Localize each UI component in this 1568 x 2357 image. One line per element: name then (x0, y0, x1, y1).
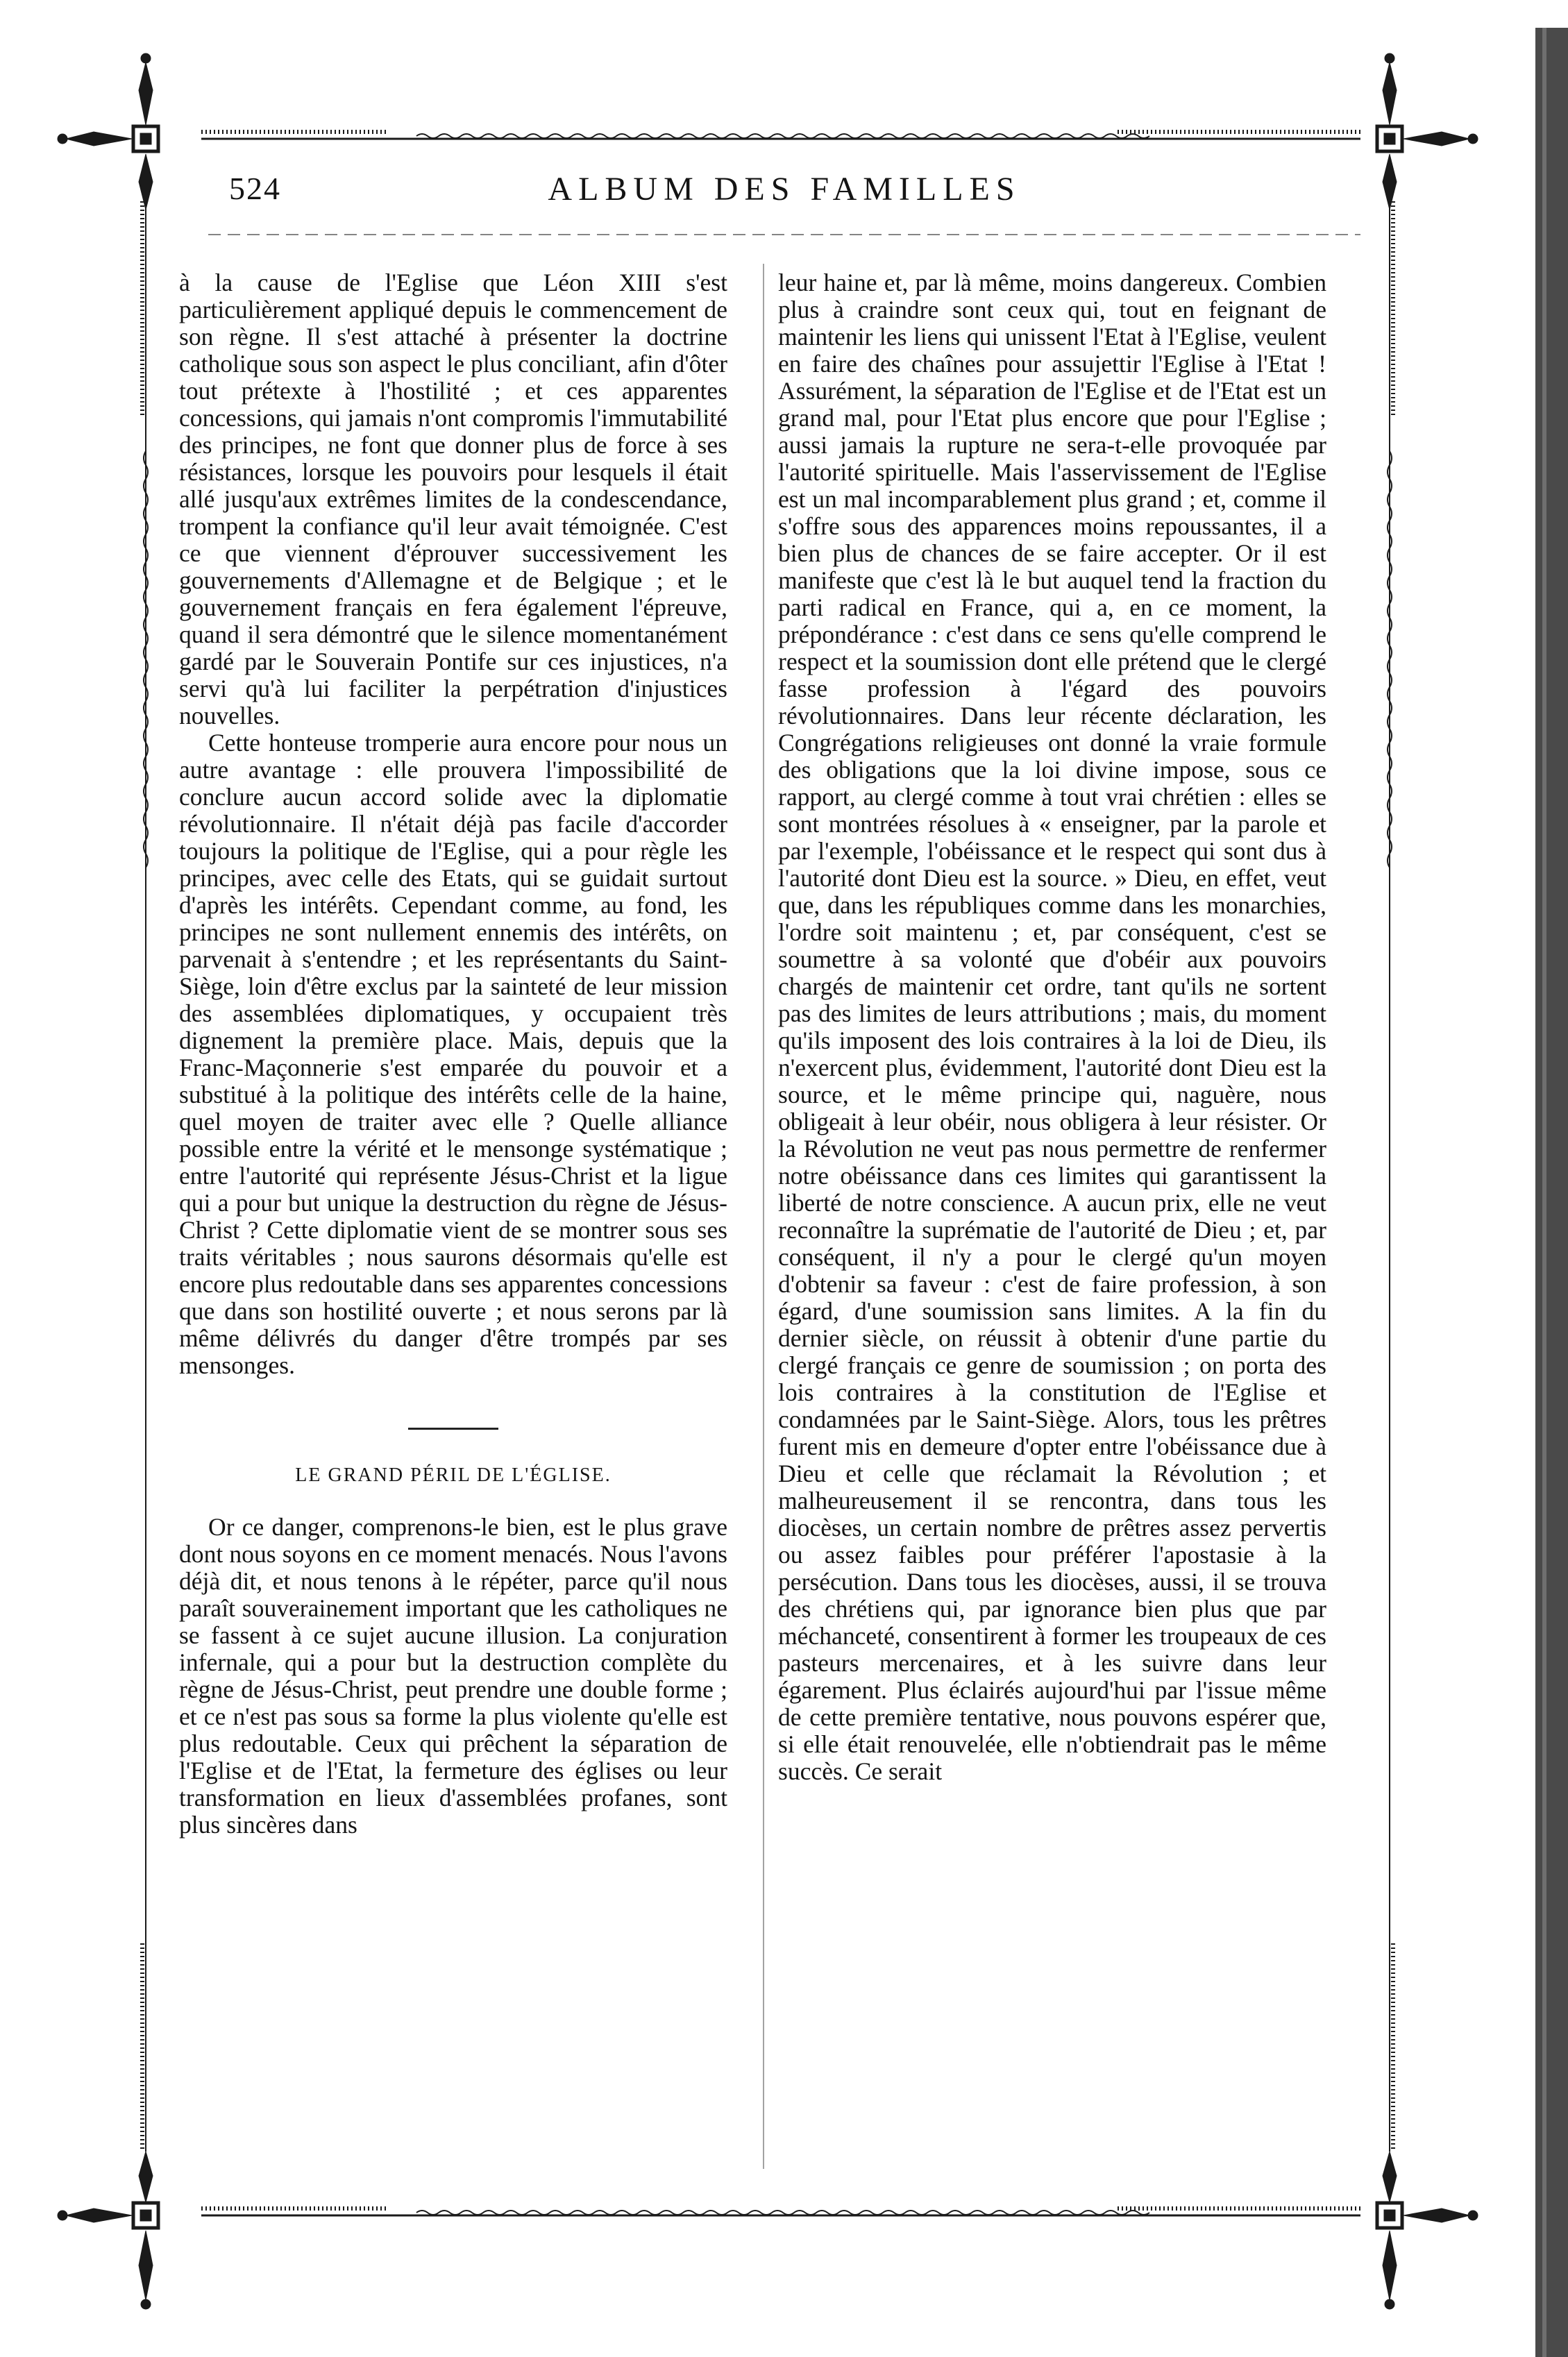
page-edge-shadow (1535, 28, 1568, 2357)
left-column (179, 269, 727, 2163)
top-border (201, 132, 1360, 139)
column-divider (763, 264, 764, 2169)
corner-ornament-top-right (1377, 53, 1478, 210)
page-header (229, 170, 1340, 226)
paragraph: Or ce danger, comprenons-le bien, est le plus grave dont nous soyons en ce moment menacés. Nous l'avons déjà dit, et nous tenons à le répéter, parce qu'il nous paraît souverainement important que les catholiques ne se fassent à ce sujet aucune illusion. La conjuration infernale, qui a pour but la destruction complète du règne de Jésus-Christ, peut prendre une double forme ; et ce n'est pas sous sa forme la plus violente qu'elle est plus redoutable. Ceux qui prêchent la séparation de l'Eglise et de l'Etat, la fermeture des églises ou leur transformation en lieux d'assemblées profanes, sont plus sincères dans (179, 1513, 727, 1839)
corner-ornament-top-left (58, 53, 158, 210)
page-number: 524 (229, 171, 281, 206)
corner-ornament-bottom-left (58, 2152, 158, 2309)
section-separator (408, 1428, 498, 1430)
right-border (1388, 201, 1393, 2152)
paragraph: Cette honteuse tromperie aura encore pour nous un autre avantage : elle prouvera l'impossibilité de conclure aucun accord solide avec la diplomatie révolutionnaire. Il n'était déjà pas facile d'accorder toujours la politique de l'Eglise, qui a pour règle les principes, avec celle des Etats, qui se guidait surtout d'après les intérêts. Cependant comme, au fond, les principes ne sont nullement ennemis des intérêts, on parvenait à s'entendre ; et les représentants du Saint-Siège, loin d'être exclus par la sainteté de leur mission des assemblées diplomatiques, y occupaient très dignement la première place. Mais, depuis que la Franc-Maçonnerie s'est emparée du pouvoir et a substitué à la politique des intérêts celle de la haine, quel moyen de traiter avec elle ? Quelle alliance possible entre la vérité et le mensonge systématique ; entre l'autorité qui représente Jésus-Christ et la ligue qui a pour but unique la destruction du règne de Jésus-Christ ? Cette diplomatie vient de se montrer sous ses traits véritables ; nous saurons désormais qu'elle est encore plus redoutable dans ses apparentes concessions que dans son hostilité ouverte ; et nous serons par là même délivrés du danger d'être trompés par ses mensonges. (179, 729, 727, 1379)
running-title: ALBUM DES FAMILLES (548, 171, 1021, 208)
page-edge-highlight (1542, 28, 1546, 2357)
paragraph: à la cause de l'Eglise que Léon XIII s'est particulièrement appliqué depuis le commencement de son règne. Il s'est attaché à présenter la doctrine catholique sous son aspect le plus conciliant, afin d'ôter tout prétexte à l'hostilité ; et ces apparentes concessions, qui jamais n'ont compromis l'immutabilité des principes, ne font que donner plus de force à ses résistances, lorsque les pouvoirs pour lesquels il était allé jusqu'aux extrêmes limites de la condescendance, trompent la confiance qu'il leur avait témoignée. C'est ce que viennent d'éprouver successivement les gouvernements d'Allemagne et de Belgique ; et le gouvernement français en fera également l'épreuve, quand il sera démontré que le silence momentanément gardé par le Souverain Pontife sur ces injustices, n'a servi qu'à lui faciliter la perpétration d'injustices nouvelles. (179, 269, 727, 729)
paragraph: leur haine et, par là même, moins dangereux. Combien plus à craindre sont ceux qui, tout en feignant de maintenir les liens qui unissent l'Etat à l'Eglise, veulent en faire des chaînes pour assujettir l'Eglise à l'Etat ! Assurément, la séparation de l'Eglise et de l'Etat est un grand mal, pour l'Etat plus encore que pour l'Eglise ; aussi jamais la rupture ne sera-t-elle provoquée par l'autorité spirituelle. Mais l'asservissement de l'Eglise est un mal incomparablement plus grand ; et, comme il s'offre sous des apparences moins repoussantes, il a bien plus de chances de se faire accepter. Or il est manifeste que c'est là le but auquel tend la fraction du parti radical en France, qui a, en ce moment, la prépondérance : c'est dans ce sens qu'elle comprend le respect et la soumission dont elle prétend que le clergé fasse profession à l'égard des pouvoirs révolutionnaires. Dans leur récente déclaration, les Congrégations religieuses ont donné la vraie formule des obligations que la loi divine impose, sous ce rapport, au clergé comme à tout vrai chrétien : elles se sont montrées résolues à « enseigner, par la parole et par l'exemple, l'obéissance et le respect qui sont dus à l'autorité dont Dieu est la source. » Dieu, en effet, veut que, dans les républiques comme dans les monarchies, l'ordre soit maintenu ; et, par conséquent, c'est se soumettre à sa volonté que d'obéir aux pouvoirs chargés de maintenir cet ordre, tant qu'ils ne sortent pas des limites de leurs attributions ; mais, du moment qu'ils imposent des lois contraires à la loi de Dieu, ils n'exercent plus, évidemment, l'autorité dont Dieu est la source, et le même principe qui, naguère, nous obligeait à leur obéir, nous obligera à leur résister. Or la Révolution ne veut pas nous permettre de renfermer notre obéissance dans ces limites qui garantissent la liberté de notre conscience. A aucun prix, elle ne veut reconnaître la suprématie de l'autorité de Dieu ; et, par conséquent, il n'y a pour le clergé qu'un moyen d'obtenir sa faveur : c'est de faire profession, à son égard, d'une soumission sans limites. A la fin du dernier siècle, on réussit à obtenir d'une partie du clergé français ce genre de soumission ; on porta des lois contraires à la constitution de l'Eglise et condamnées par le Saint-Siège. Alors, tous les prêtres furent mis en demeure d'opter entre l'obéissance due à Dieu et celle que réclamait la Révolution ; et malheureusement il se rencontra, dans tous les diocèses, un certain nombre de prêtres assez pervertis ou assez faibles pour préférer l'apostasie à la persécution. Dans tous les diocèses, aussi, il se trouva des chrétiens qui, par ignorance bien plus que par méchanceté, consentirent à former les troupeaux de ces pasteurs mercenaires, et à les suivre dans leur égarement. Plus éclairés aujourd'hui par l'issue même de cette première tentative, nous pouvons espérer que, si elle était renouvelée, elle n'obtiendrait pas le même succès. Ce serait (778, 269, 1326, 1785)
left-border (142, 201, 148, 2152)
right-column (778, 269, 1326, 2163)
corner-ornament-bottom-right (1377, 2152, 1478, 2309)
bottom-border (201, 2208, 1360, 2215)
section-heading: LE GRAND PÉRIL DE L'ÉGLISE. (295, 1464, 612, 1486)
